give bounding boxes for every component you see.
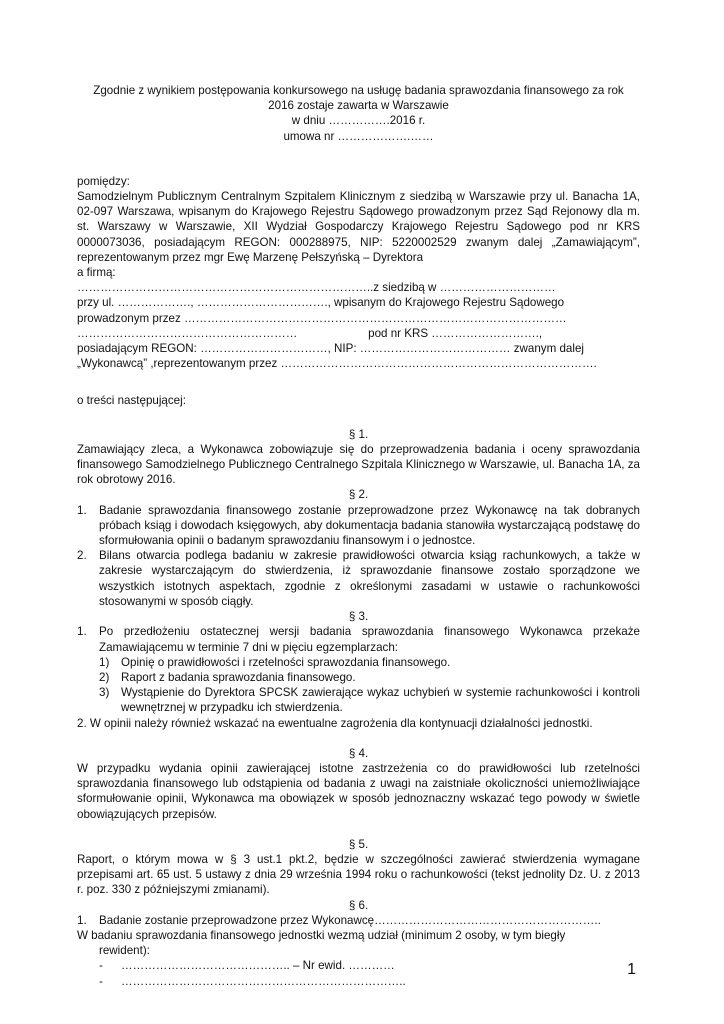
section-4-title: § 4. [348, 746, 369, 760]
and-firm-label: a firmą: [77, 266, 116, 280]
auditor-line: …………………………………….. – Nr ewid. ………… [121, 959, 395, 973]
auditor-line: ……………………………………………………………….. [121, 974, 406, 988]
subitem-text: Raport z badania sprawozdania finansowego. [121, 670, 356, 684]
party2-line-1: …………………………………………………………………..z siedzibą w ………………………… [77, 281, 556, 295]
item-number: 1. [77, 503, 87, 517]
header-contract-number: umowa nr ……………….…… [283, 129, 434, 143]
party1-paragraph: Samodzielnym Publicznym Centralnym Szpitalem Klinicznym z siedzibą w Warszawie przy ul. Banacha 1A, 02-097 Warszawa, wpisanym do Krajowego Rejestru Sądowego prowadzonym przez Sąd Rejonowy dla m. st. Warszawy w Warszawie, XII Wydział Gospodarczy Krajowego Rejestru Sądowego pod nr KRS 0000073036, posiadającym REGON: 000288975, NIP: 5220002529 zwanym dalej „Zamawiającym”, reprezentowanym przez mgr Ewę Marzenę Pełszyńską – Dyrektora [77, 190, 640, 264]
signature-line [77, 958, 640, 973]
contents-label: o treści następującej: [77, 394, 186, 408]
subitem-number: 2) [99, 670, 110, 684]
party2-line-5: posiadającym REGON: ……………………………, NIP: ………………………………… zwanym dalej [77, 342, 584, 356]
section-6-text-cont: rewident): [99, 944, 150, 958]
section-2-item [77, 548, 640, 609]
header-date-line: w dniu …………….2016 r. [291, 114, 426, 128]
item-number: 1. [77, 625, 87, 639]
section-3-subitem [77, 670, 640, 685]
party2-line-3: prowadzonym przez ……………………………………………………………………………………… [77, 311, 567, 325]
section-5-title: § 5. [348, 837, 369, 851]
item-text: Badanie zostanie przeprowadzone przez Wykonawcę………………………………………………….. [99, 913, 601, 927]
section-3-subitem [77, 655, 640, 670]
section-3-title: § 3. [348, 610, 369, 624]
item-number: 2. [77, 549, 87, 563]
header-line-1: Zgodnie z wynikiem postępowania konkursowego na usługę badania sprawozdania finansowego za rok [93, 84, 624, 97]
section-6-text: W badaniu sprawozdania finansowego jednostki wezmą udział (minimum 2 osoby, w tym biegły [77, 928, 566, 942]
subitem-text: Wystąpienie do Dyrektora SPCSK zawierające wykaz uchybień w systemie rachunkowości i kontroli wewnętrznej w przypadku ich stwierdzenia. [121, 686, 640, 715]
signature-line [77, 974, 640, 989]
section-3-item-2: 2. W opinii należy również wskazać na ewentualne zagrożenia dla kontynuacji działalności jednostki. [77, 716, 593, 730]
dash-bullet: - [99, 959, 103, 973]
subitem-number: 1) [99, 655, 110, 669]
document-body [77, 83, 640, 989]
item-text: Badanie sprawozdania finansowego zostanie przeprowadzone przez Wykonawcę na tak dobranych próbach ksiąg i dowodach księgowych, aby dokumentacja badania stanowiła wystarczającą podstawę do sformułowania opinii o badanym sprawozdaniu finansowym i o jednostce. [99, 503, 640, 548]
section-2-item [77, 503, 640, 549]
party2-line-4: ………………………………………………… pod nr KRS ………………………., [77, 326, 543, 340]
page-number: 1 [627, 961, 636, 978]
dash-bullet: - [99, 974, 103, 988]
party2-line-2: przy ul. ………………., ……………………………., wpisanym do Krajowego Rejestru Sądowego [77, 296, 565, 310]
header-line-2: 2016 zostaje zawarta w Warszawie [268, 99, 449, 113]
section-3-item [77, 624, 640, 654]
subitem-text: Opinię o prawidłowości i rzetelności sprawozdania finansowego. [121, 655, 451, 669]
subitem-number: 3) [99, 686, 110, 700]
section-5-text: Raport, o którym mowa w § 3 ust.1 pkt.2, będzie w szczególności zawierać stwierdzenia wymagane przepisami art. 65 ust. 5 ustawy z dnia 29 września 1994 roku o rachunkowości (tekst jednolity Dz. U. z 2013 r. poz. 330 z późniejszymi zmianami). [77, 852, 640, 897]
section-6-item [77, 913, 640, 928]
section-1-text: Zamawiający zleca, a Wykonawca zobowiązuje się do przeprowadzenia badania i oceny sprawozdania finansowego Samodzielnego Publicznego Centralnego Szpitala Klinicznego w Warszawie, ul. Banacha 1A, za rok obrotowy 2016. [77, 442, 640, 487]
section-4-text: W przypadku wydania opinii zawierającej istotne zastrzeżenia co do prawidłowości lub rzetelności sprawozdania finansowego lub odstąpienia od badania z uwagi na zaistniałe okoliczności uniemożliwiające sformułowanie opinii, Wykonawca ma obowiązek w sposób jednoznaczny wskazać tego powody w świetle obowiązujących przepisów. [77, 761, 640, 821]
section-6-title: § 6. [348, 898, 369, 912]
between-label: pomiędzy: [77, 174, 130, 188]
item-number: 1. [77, 913, 87, 927]
section-1-title: § 1. [348, 427, 369, 441]
section-3-subitem [77, 685, 640, 715]
item-text: Bilans otwarcia podlega badaniu w zakresie prawidłowości otwarcia ksiąg rachunkowych, a także w zakresie wystarczającym do stwierdzenia, iż sprawozdanie finansowe zostało sporządzone we wszystkich istotnych aspektach, zgodnie z określonymi zasadami w ustawie o rachunkowości stosowanymi w sposób ciągły. [99, 549, 640, 608]
party2-line-6: „Wykonawcą” ,reprezentowanym przez ………………………………………………………………………. [77, 357, 597, 371]
item-text: Po przedłożeniu ostatecznej wersji badania sprawozdania finansowego Wykonawca przekaże Zamawiającemu w terminie 7 dni w pięciu egzemplarzach: [99, 625, 640, 654]
section-2-title: § 2. [348, 488, 369, 502]
